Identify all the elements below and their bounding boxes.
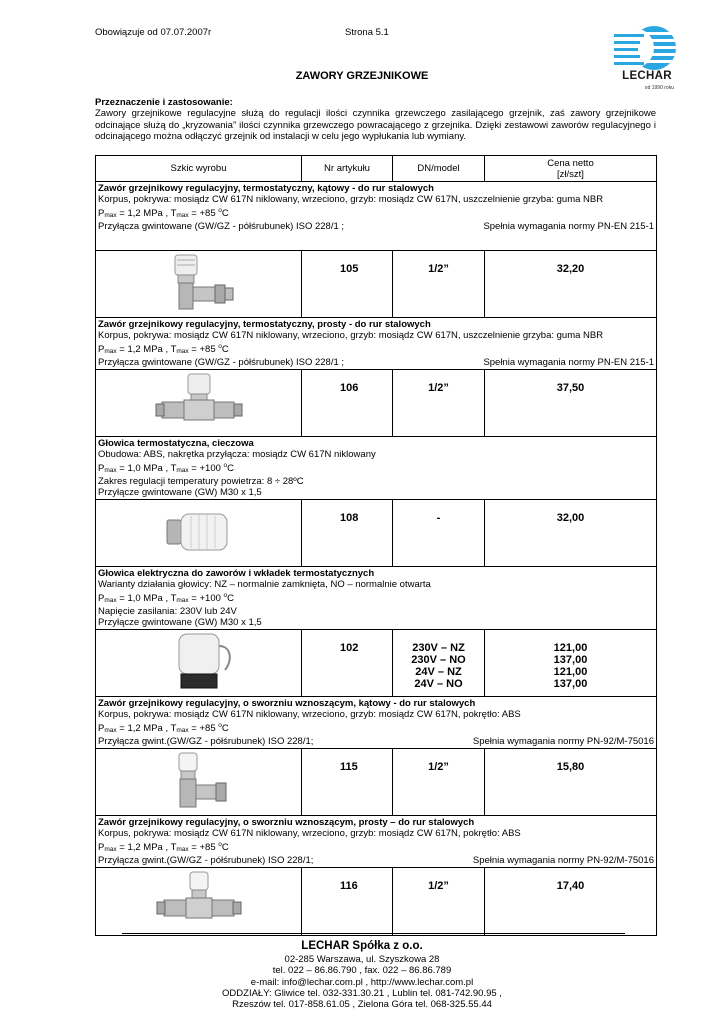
product-pressure: Pmax = 1,2 MPa , Tmax = +85 $^o$C [98,722,229,734]
product-connection: Przyłącze gwintowane (GW) M30 x 1,5 [98,487,262,498]
product-sketch [96,500,302,567]
logo-brand: LECHAR [622,70,672,82]
product-materials: Korpus, pokrywa: mosiądz CW 617N niklowany, wrzeciono, grzyb: mosiądz CW 617N, uszczelnienie grzyba: guma NBR [98,194,604,205]
straight-valve-icon [154,868,244,934]
dn-model: 1/2” [393,251,485,318]
product-pressure: Pmax = 1,2 MPa , Tmax = +85 $^o$C [98,343,229,355]
angle-thermostatic-valve-icon [159,251,239,317]
footer [0,939,724,1010]
product-connection: Przyłącze gwintowane (GW) M30 x 1,5 [98,617,262,628]
thermostatic-head-icon [159,500,239,566]
product-pressure: Pmax = 1,2 MPa , Tmax = +85 $^o$C [98,841,229,853]
product-voltage: Napięcie zasilania: 230V lub 24V [98,606,237,617]
product-materials: Korpus, pokrywa: mosiądz CW 617N niklowany, wrzeciono, grzyb: mosiądz CW 617N, uszczelnienie grzyba: guma NBR [98,330,604,341]
product-description-row [96,697,657,749]
product-table [95,155,657,936]
purpose-heading: Przeznaczenie i zastosowanie: [95,97,233,108]
article-number: 108 [302,500,393,567]
product-range: Zakres regulacji temperatury powietrza: 8 ÷ 28ºC [98,476,304,487]
col-header-price: Cena netto [zł/szt] [485,156,657,182]
price: 37,50 [485,370,657,437]
product-materials: Obudowa: ABS, nakrętka przyłącza: mosiądz CW 617N niklowany [98,449,376,460]
product-connection: Przyłącza gwint.(GW/GZ - półśrubunek) ISO 228/1; [98,736,314,747]
product-name: Zawór grzejnikowy regulacyjny, termostatyczny, prosty - do rur stalowych [98,319,431,330]
product-name: Zawór grzejnikowy regulacyjny, termostatyczny, kątowy - do rur stalowych [98,183,434,194]
footer-phone: tel. 022 – 86.86.790 , fax. 022 – 86.86.789 [272,965,452,977]
col-header-sketch: Szkic wyrobu [96,156,302,182]
article-number: 102 [302,630,393,697]
price: 17,40 [485,868,657,936]
price: 32,20 [485,251,657,318]
dn-model-list: 230V – NZ 230V – NO 24V – NZ 24V – NO [393,630,485,697]
page-number: Strona 5.1 [345,27,389,38]
valid-from: Obowiązuje od 07.07.2007r [95,27,212,38]
logo-rings-icon [614,26,680,70]
product-sketch [96,749,302,816]
product-materials: Korpus, pokrywa: mosiądz CW 617N niklowany, wrzeciono, grzyb: mosiądz CW 617N, pokrętło: ABS [98,709,521,720]
product-name: Głowica termostatyczna, cieczowa [98,438,254,449]
footer-email[interactable]: e-mail: info@lechar.com.pl , http://www.lechar.com.pl [250,976,474,988]
dn-model: 1/2” [393,868,485,936]
article-number: 105 [302,251,393,318]
product-sketch [96,251,302,318]
product-pressure: Pmax = 1,0 MPa , Tmax = +100 $^o$C [98,462,235,474]
product-materials: Warianty działania głowicy: NZ – normalnie zamknięta, NO – normalnie otwarta [98,579,431,590]
product-norm: Spełnia wymagania normy PN-EN 215-1 [483,221,654,232]
product-row [96,500,657,567]
footer-address: 02-285 Warszawa, ul. Szyszkowa 28 [284,954,440,965]
price-list: 121,00 137,00 121,00 137,00 [485,630,657,697]
dn-model: 1/2” [393,749,485,816]
page-title: ZAWORY GRZEJNIKOWE [295,70,429,82]
product-pressure: Pmax = 1,0 MPa , Tmax = +100 $^o$C [98,592,235,604]
article-number: 106 [302,370,393,437]
product-sketch [96,370,302,437]
article-number: 116 [302,868,393,936]
product-sketch [96,868,302,936]
product-row [96,251,657,318]
product-name: Głowica elektryczna do zaworów i wkładek termostatycznych [98,568,375,579]
dn-model: - [393,500,485,567]
footer-divider [122,933,625,934]
table-header-row [96,156,657,182]
product-name: Zawór grzejnikowy regulacyjny, o sworzniu wznoszącym, prosty – do rur stalowych [98,817,475,828]
price: 32,00 [485,500,657,567]
product-sketch [96,630,302,697]
product-connection: Przyłącza gwint.(GW/GZ - półśrubunek) ISO 228/1; [98,855,314,866]
price: 15,80 [485,749,657,816]
product-description-row [96,567,657,630]
product-connection: Przyłącza gwintowane (GW/GZ - półśrubunek) ISO 228/1 ; [98,221,345,232]
logo-since: od 1990 roku [644,85,674,91]
product-pressure: Pmax = 1,2 MPa , Tmax = +85 $^o$C [98,207,229,219]
product-norm: Spełnia wymagania normy PN-92/M-75016 [472,736,654,747]
product-row [96,749,657,816]
angle-valve-icon [159,749,239,815]
col-header-dn: DN/model [393,156,485,182]
product-row [96,868,657,936]
product-row [96,370,657,437]
product-description-row [96,437,657,500]
footer-company: LECHAR Spółka z o.o. [301,940,423,952]
product-norm: Spełnia wymagania normy PN-92/M-75016 [472,855,654,866]
dn-model: 1/2” [393,370,485,437]
straight-thermostatic-valve-icon [154,370,244,436]
footer-branches-2: Rzeszów tel. 017-858.61.05 , Zielona Góra tel. 068-325.55.44 [232,999,492,1011]
product-row [96,630,657,697]
product-connection: Przyłącza gwintowane (GW/GZ - półśrubunek) ISO 228/1 ; [98,357,345,368]
col-header-article: Nr artykułu [302,156,393,182]
product-name: Zawór grzejnikowy regulacyjny, o sworzniu wznoszącym, kątowy - do rur stalowych [98,698,476,709]
footer-branches-1: ODDZIAŁY: Gliwice tel. 032-331.30.21 , Lublin tel. 081-742.90.95 , [222,987,502,999]
product-description-row [96,182,657,251]
article-number: 115 [302,749,393,816]
electric-actuator-icon [159,630,239,696]
product-materials: Korpus, pokrywa: mosiądz CW 617N niklowany, wrzeciono, grzyb: mosiądz CW 617N, pokrętło: ABS [98,828,521,839]
product-description-row [96,318,657,370]
purpose-text: Zawory grzejnikowe regulacyjne służą do regulacji ilości czynnika grzewczego zasilającego grzejnik, zaś zawory grzejnikowe odcinające służą do „kryzowania” ilości czynnika grzewczego powracającego z grzejnika. Dzięki zestawowi zaworów regulacyjnego i odcinającego można odłączyć grzejnik od instalacji w celu jego wypłukania lub wymiany. [95,108,656,143]
product-norm: Spełnia wymagania normy PN-EN 215-1 [483,357,654,368]
company-logo [614,26,680,94]
product-description-row [96,816,657,868]
